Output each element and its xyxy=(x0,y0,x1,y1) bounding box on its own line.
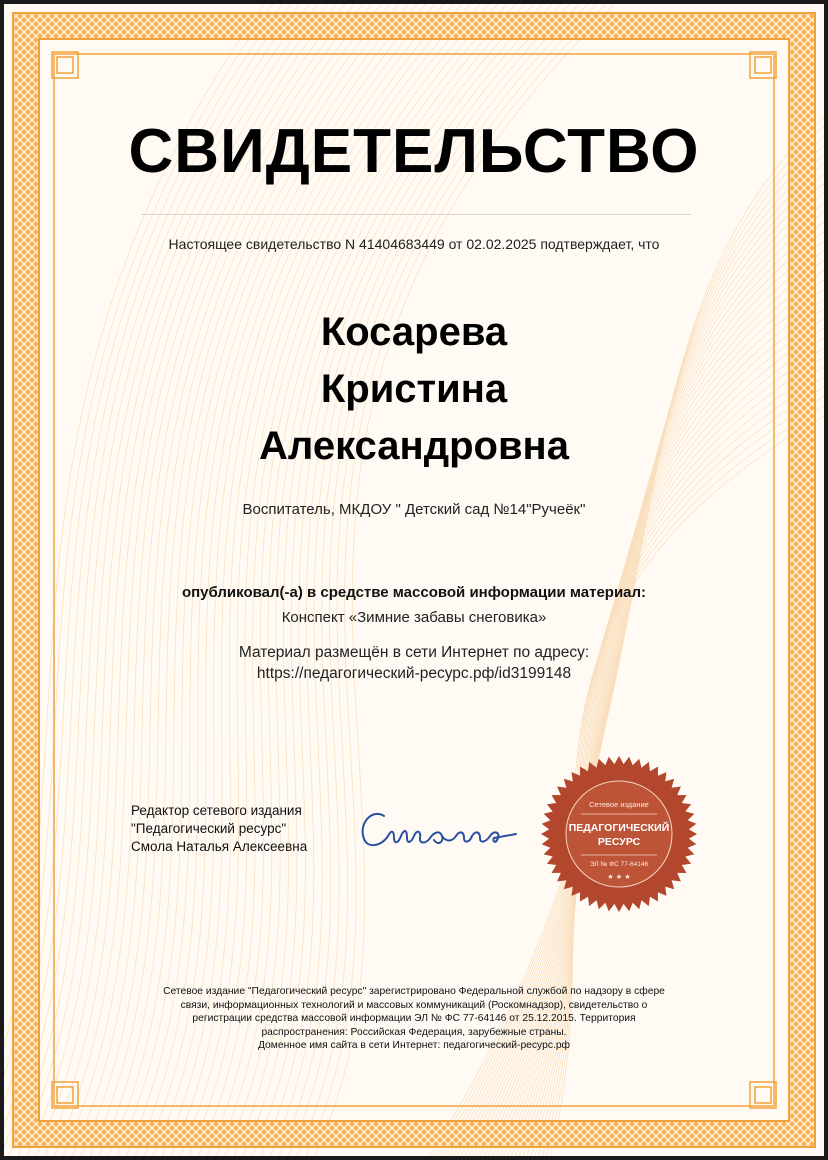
editor-block xyxy=(131,802,307,856)
footer-line-3: регистрации средства массовой информации ЭЛ № ФС 77-64146 от 25.12.2015. Территория xyxy=(192,1013,636,1025)
seal-registration: ЭЛ № ФС 77-64146 xyxy=(589,861,649,868)
material-url: https://педагогический-ресурс.рф/id3199148 xyxy=(256,665,572,682)
certificate-intro: Настоящее свидетельство N 41404683449 от 02.02.2025 подтверждает, что xyxy=(168,236,660,252)
recipient-position: Воспитатель, МКДОУ " Детский сад №14"Ручеёк" xyxy=(242,501,586,518)
editor-name: Смола Наталья Алексеевна xyxy=(131,839,308,854)
seal-stars: ★ ★ ★ xyxy=(607,873,631,881)
certificate-page xyxy=(4,4,824,1156)
surname: Косарева xyxy=(320,310,508,354)
seal-name-line1: ПЕДАГОГИЧЕСКИЙ xyxy=(568,822,670,834)
editor-signature xyxy=(354,794,524,864)
publication-seal xyxy=(539,754,699,914)
recipient-name xyxy=(4,304,824,475)
placement-statement: Материал размещён в сети Интернет по адресу: xyxy=(238,644,590,661)
registration-footer xyxy=(124,985,704,1053)
footer-line-2: связи, информационных технологий и массовых коммуникаций (Роскомнадзор), свидетельство о xyxy=(180,999,648,1011)
material-title: Конспект «Зимние забавы снеговика» xyxy=(281,609,547,626)
seal-name-line2: РЕСУРС xyxy=(597,836,641,848)
seal-top-text: Сетевое издание xyxy=(589,800,649,809)
footer-line-4: распространения: Российская Федерация, зарубежные страны. xyxy=(261,1026,567,1038)
published-statement: опубликовал(-а) в средстве массовой информации материал: xyxy=(181,584,647,601)
editor-publication: "Педагогический ресурс" xyxy=(131,821,287,836)
patronymic: Александровна xyxy=(259,424,569,468)
footer-line-1: Сетевое издание "Педагогический ресурс" зарегистрировано Федеральной службой по надзору в сфере xyxy=(163,986,665,997)
footer-line-5: Доменное имя сайта в сети Интернет: педагогический-ресурс.рф xyxy=(257,1040,571,1052)
certificate-title: СВИДЕТЕЛЬСТВО xyxy=(128,117,700,186)
first-name: Кристина xyxy=(320,367,508,411)
title-divider xyxy=(141,214,691,215)
editor-role: Редактор сетевого издания xyxy=(131,803,302,818)
